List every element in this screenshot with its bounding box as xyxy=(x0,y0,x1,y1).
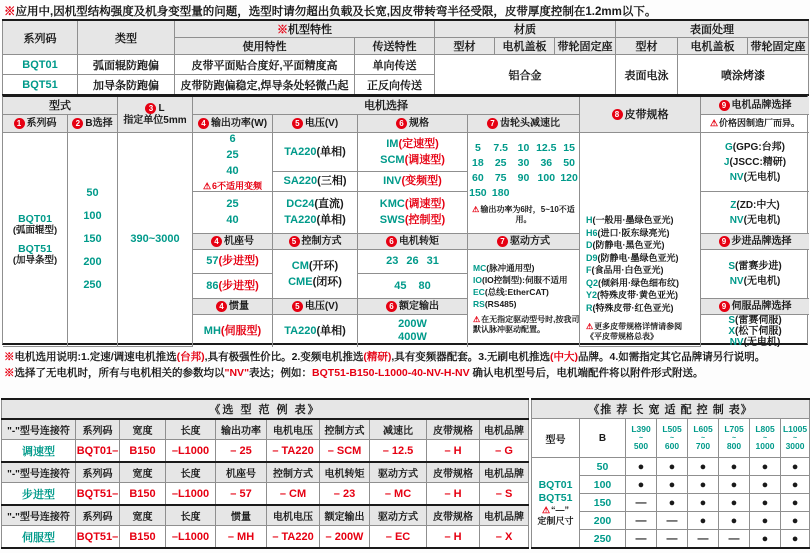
circled-2-icon: 2 xyxy=(72,118,83,129)
header-voltage: 5 电压(V) xyxy=(273,115,358,133)
brand-item: X(松下伺服) xyxy=(728,325,782,337)
example-row-step: 步进型 BQT51– B150 –L1000 – 57 – CM – 23 – MC – H – S xyxy=(2,483,529,506)
voltage-2: SA220 (三相) xyxy=(273,172,358,192)
drive-mode-cell xyxy=(468,250,580,347)
power-value: 25 xyxy=(226,148,239,161)
gear-ratio-cell xyxy=(468,133,580,234)
series-sub: (加导条型) xyxy=(12,254,58,266)
circled-3-icon: 3 xyxy=(145,103,156,114)
surface-profile-value: 表面电泳 xyxy=(616,55,678,96)
power-group-2 xyxy=(193,192,273,234)
belt-item: H(一般用·墨绿色亚光) xyxy=(586,215,674,225)
header-frame-size: 4 机座号 xyxy=(193,234,273,250)
series-code: BQT01 xyxy=(18,212,52,225)
model-code: BQT01 xyxy=(538,478,573,491)
b-value: 250 xyxy=(83,279,102,291)
use-feature-value: 皮带平面贴合度好,平面精度高 xyxy=(175,55,355,75)
series-code: BQT51 xyxy=(18,242,52,255)
header-transfer-feature: 传送特性 xyxy=(355,38,435,55)
b-value: 200 xyxy=(83,256,102,268)
header-model: 型式 xyxy=(3,97,118,115)
b-value: 100 xyxy=(83,210,102,222)
header-machine-feature: ※机型特性 xyxy=(175,20,435,38)
header-model-col: 型号 xyxy=(532,419,580,458)
drive-item: RS(RS485) xyxy=(473,299,517,309)
header-profile-2: 型材 xyxy=(616,38,678,55)
voltage-servo: TA220 (单相) xyxy=(273,315,358,347)
header-step-brand: 9 步进品牌选择 xyxy=(701,234,809,250)
inertia-mh: MH (伺服型) xyxy=(193,315,273,347)
header-length: 3 L 指定单位5mm xyxy=(118,97,193,133)
header-surface: 表面处理 xyxy=(616,20,809,38)
brand-price-warning: ⚠ 价格因制造厂而异。 xyxy=(701,115,809,133)
voltage-1: TA220 (单相) xyxy=(273,133,358,172)
drive-item: EC(总线:EtherCAT) xyxy=(473,287,549,297)
servo-brand-group xyxy=(701,315,809,347)
transfer-value: 单向传送 xyxy=(355,55,435,75)
header-l-range: L1005 ~ 3000 xyxy=(781,419,810,458)
voltage-3: DC24(直流) TA220(单相) xyxy=(273,192,358,234)
belt-warning: ⚠ 更多皮带规格详情请参阅《平皮带规格总表》 xyxy=(586,322,696,342)
model-code: BQT51 xyxy=(538,491,573,504)
header-type: 类型 xyxy=(78,20,175,55)
header-profile: 型材 xyxy=(435,38,495,55)
step-brand-group xyxy=(701,250,809,299)
belt-item: H6(进口·阪东绿亮光) xyxy=(586,227,670,238)
series-code: BQT51 xyxy=(3,75,78,96)
brand-item: NV(无电机) xyxy=(729,171,781,183)
circled-4-icon: 4 xyxy=(198,118,209,129)
belt-spec-cell xyxy=(580,133,701,347)
surface-paint-value: 喷涂烤漆 xyxy=(678,55,809,96)
circled-1-icon: 1 xyxy=(14,118,25,129)
material-value: 铝合金 xyxy=(435,55,616,96)
feature-material-table xyxy=(2,19,809,96)
belt-item: D9(防静电·墨绿色亚光) xyxy=(586,252,679,263)
power-group-1 xyxy=(193,133,273,192)
circled-7-icon: 7 xyxy=(497,236,508,247)
power-warning: ⚠ 6不适用变频 xyxy=(203,181,262,192)
brand-item: S(雷赛伺服) xyxy=(728,315,782,326)
header-voltage-servo: 5 电压(V) xyxy=(273,299,358,315)
warning-icon xyxy=(586,322,594,331)
brand-item: NV(无电机) xyxy=(729,214,781,226)
drive-warning: ⚠ 在无指定驱动型号时,按我司默认脉冲驱动配置。 xyxy=(473,315,580,335)
circled-6-icon: 6 xyxy=(386,236,397,247)
header-motor-torque: 6 电机转矩 xyxy=(358,234,468,250)
length-range: 390~3000 xyxy=(118,133,193,347)
series-sub: (弧面辊型) xyxy=(12,224,58,236)
spec-group-1: IM(定速型) SCM(调速型) xyxy=(358,133,468,172)
header-b-col: B xyxy=(580,419,626,458)
circled-7-icon: 7 xyxy=(487,118,498,129)
header-l-range: L805 ~ 1000 xyxy=(750,419,781,458)
warning-icon xyxy=(710,118,719,129)
brand-item: NV(无电机) xyxy=(729,276,781,287)
belt-item: Q2(倾斜用·绿色细布纹) xyxy=(586,277,680,288)
example-table: 《选 型 范 例 表》 "-"型号连接符 系列码 宽度 长度 输出功率 电机电压 控制方式 减速比 皮带规格 电机品牌 调速型 BQT01– B150 –L1000 – 25 – TA220 – SCM – 12.5 – H – G "-"型号连接符 系列码 宽度 长度 机座号 控制方式 电机转矩 驱动方式 皮带规格 电机品牌 步进型 BQT51– B150 –L1000 – 57 – CM – 23 – MC – H – S "-"型号连接符 系列码 宽度 长度 惯量 电机电压 额定输出 驱动方式 皮带规格 电机品牌 伺服型 BQT51– B150 –L1000 – MH – TA220 – 200W – EC – H – X xyxy=(1,398,529,549)
adaptation-row: 200 — — ● ● ● ● xyxy=(532,512,810,530)
drive-item: MC(脉冲通用型) xyxy=(473,263,535,273)
warning-icon xyxy=(203,181,212,191)
frame-86: 86 (步进型) xyxy=(193,274,273,299)
model-codes-cell: BQT01 BQT51 ⚠ “—” 定制尺寸 xyxy=(532,458,580,549)
adaptation-table-title: 《推 荐 长 宽 适 配 控 制 表》 xyxy=(532,399,810,419)
type-value: 加导条防跑偏 xyxy=(78,75,175,96)
belt-item: D(防静电·黑色亚光) xyxy=(586,240,665,250)
brand-item: J(JSCC:精研) xyxy=(723,156,787,168)
circled-8-icon: 8 xyxy=(612,109,623,120)
example-table-title: 《选 型 范 例 表》 xyxy=(2,399,529,419)
brand-group-1 xyxy=(701,133,809,192)
brand-item: S(雷赛步进) xyxy=(728,261,782,272)
header-l-range: L390 ~ 500 xyxy=(626,419,657,458)
example-row-speed: 调速型 BQT01– B150 –L1000 – 25 – TA220 – SCM – 12.5 – H – G xyxy=(2,440,529,463)
spec-group-3: KMC(调速型) SWS(控制型) xyxy=(358,192,468,234)
header-series: 1 系列码 xyxy=(3,115,68,133)
circled-4-icon: 4 xyxy=(216,301,227,312)
header-pulley-seat-2: 带轮固定座 xyxy=(748,38,809,55)
adaptation-table xyxy=(531,398,810,549)
header-control-mode: 5 控制方式 xyxy=(273,234,358,250)
belt-item: Y2(特殊皮带·黄色亚光) xyxy=(586,290,679,300)
brand-item: G(GPG:台邦) xyxy=(725,141,785,153)
header-motor-cover-2: 电机盖板 xyxy=(678,38,748,55)
power-value: 40 xyxy=(226,214,239,226)
spec-group-2: INV (变频型) xyxy=(358,172,468,192)
circled-9-icon: 9 xyxy=(719,236,730,247)
circled-9-icon: 9 xyxy=(719,100,730,111)
top-note xyxy=(4,3,656,19)
torque-values-2: 45 80 xyxy=(358,274,468,299)
adaptation-row: 150 — ● ● ● ● ● xyxy=(532,494,810,512)
circled-5-icon: 5 xyxy=(292,301,303,312)
frame-57: 57 (步进型) xyxy=(193,250,273,274)
header-motor-cover: 电机盖板 xyxy=(495,38,555,55)
circled-5-icon: 5 xyxy=(292,118,303,129)
header-drive-mode: 7 驱动方式 xyxy=(468,234,580,250)
series-list xyxy=(3,133,68,347)
note-mark: ※ xyxy=(4,6,16,18)
circled-9-icon: 9 xyxy=(719,301,730,312)
type-value: 弧面辊防跑偏 xyxy=(78,55,175,75)
brand-item: NV(无电机) xyxy=(729,336,781,347)
header-inertia: 4 惯量 xyxy=(193,299,273,315)
header-l-range: L505 ~ 600 xyxy=(657,419,688,458)
header-series-code: 系列码 xyxy=(3,20,78,55)
header-servo-brand: 9 伺服品牌选择 xyxy=(701,299,809,315)
b-values xyxy=(68,133,118,347)
motor-notes xyxy=(4,349,765,381)
header-material: 材质 xyxy=(435,20,616,38)
header-pulley-seat: 带轮固定座 xyxy=(555,38,616,55)
circled-4-icon: 4 xyxy=(211,236,222,247)
adaptation-row: BQT01 BQT51 ⚠ “—” 定制尺寸 50 ● ● ● ● ● ● xyxy=(532,458,810,476)
transfer-value: 正反向传送 xyxy=(355,75,435,96)
power-value: 6 xyxy=(229,133,236,145)
custom-size-note: ⚠ “—” xyxy=(532,505,579,516)
header-b-select: 2 B选择 xyxy=(68,115,118,133)
header-l-range: L705 ~ 800 xyxy=(719,419,750,458)
circled-5-icon: 5 xyxy=(289,236,300,247)
example-row-servo: 伺服型 BQT51– B150 –L1000 – MH – TA220 – 200W – EC – H – X xyxy=(2,526,529,549)
header-output-power: 4 输出功率(W) xyxy=(193,115,273,133)
header-use-feature: 使用特性 xyxy=(175,38,355,55)
power-value: 25 xyxy=(226,198,239,210)
use-feature-value: 皮带防跑偏稳定,焊导条处轻微凸起 xyxy=(175,75,355,96)
gear-ratio-warning: ⚠ 输出功率为6时，5~10不适用。 xyxy=(468,205,579,225)
circled-6-icon: 6 xyxy=(396,118,407,129)
belt-item: F(食品用·白色亚光) xyxy=(586,265,664,275)
adaptation-row: 100 ● ● ● ● ● ● xyxy=(532,476,810,494)
header-l-range: L605 ~ 700 xyxy=(688,419,719,458)
series-code: BQT01 xyxy=(3,55,78,75)
note-line-2: ※选择了无电机时，所有与电机相关的参数均以"NV"表达；例如：BQT51-B150-L1000-40-NV-H-NV 确认电机型号后，电机端配件将以附件形式附送。 xyxy=(4,367,704,379)
power-value: 40 xyxy=(226,164,239,177)
warning-icon xyxy=(542,505,551,515)
header-motor-brand: 9 电机品牌选择 xyxy=(701,97,809,115)
header-motor-selection: 电机选择 xyxy=(193,97,580,115)
note-line-1: ※电机选用说明:1.定速/调速电机推选(台邦),具有极强性价比。2.变频电机推选(精研),具有变频器配套。3.无刷电机推选(中大)品牌。4.如需指定其它品牌请另行说明。 xyxy=(4,351,766,363)
circled-6-icon: 6 xyxy=(386,301,397,312)
adaptation-row: 250 — — — — ● ● xyxy=(532,530,810,549)
brand-group-2 xyxy=(701,192,809,234)
warning-icon xyxy=(473,315,481,324)
belt-item: R(特殊皮带·红色亚光) xyxy=(586,302,674,313)
control-modes: CM(开环) CME(闭环) xyxy=(273,250,358,299)
top-note-text: 应用中,因机型结构强度及机身变型量的问题，选型时请勿超出负载及长宽,因皮带转弯半径受限，皮带厚度控制在1.2mm以下。 xyxy=(15,6,657,18)
drive-item: IO(IO控制型):伺服不适用 xyxy=(473,275,568,285)
header-spec: 6 规格 xyxy=(358,115,468,133)
brand-item: Z(ZD:中大) xyxy=(730,199,780,211)
header-belt-spec: 8 皮带规格 xyxy=(580,97,701,133)
torque-values-1: 23 26 31 xyxy=(358,250,468,274)
gear-ratio-values: 5 7.5 10 12.5 15 18 25 30 36 50 60 75 90 100 120 150 180 xyxy=(469,142,578,199)
b-value: 150 xyxy=(83,233,102,245)
header-rated-output: 6 额定输出 xyxy=(358,299,468,315)
rated-outputs: 200W 400W xyxy=(358,315,468,347)
b-value: 50 xyxy=(86,187,99,199)
selection-matrix xyxy=(2,95,808,345)
header-gear-ratio: 7 齿轮头减速比 xyxy=(468,115,580,133)
